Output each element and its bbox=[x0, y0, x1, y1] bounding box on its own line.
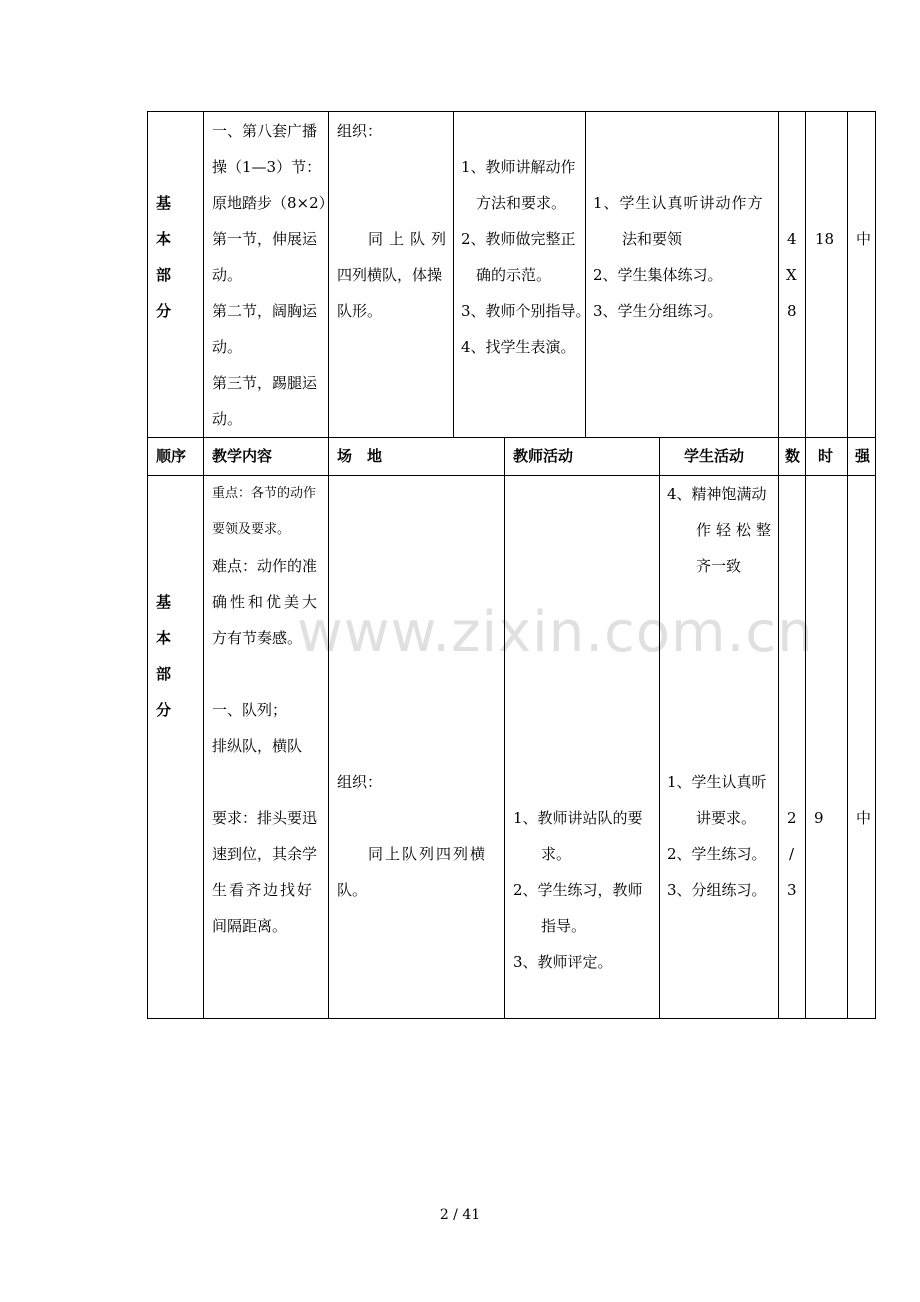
org-line: 四列横队，体操 bbox=[337, 266, 443, 284]
content-line: 动。 bbox=[212, 410, 243, 428]
bottom-col-intensity bbox=[847, 475, 876, 1019]
content-line: 第二节，阔胸运 bbox=[212, 302, 318, 320]
requirement-line: 要求：排头要迅 bbox=[212, 809, 318, 827]
content-line: 原地踏步（8×2） bbox=[212, 194, 334, 212]
section-label-char: 分 bbox=[156, 302, 172, 320]
teacher-line: 方法和要求。 bbox=[476, 194, 567, 212]
student-line: 1、学生认真听讲动作方 bbox=[593, 194, 764, 212]
section-label-char: 本 bbox=[156, 230, 172, 248]
count-char: 3 bbox=[787, 881, 797, 899]
count-char: X bbox=[786, 266, 797, 284]
key-points-line: 要领及要求。 bbox=[212, 522, 291, 537]
key-points-line: 重点：各节的动作 bbox=[212, 486, 317, 501]
difficulty-line: 确性和优美大 bbox=[212, 593, 321, 611]
header-order: 顺序 bbox=[156, 447, 187, 465]
org-line: 同上队列 bbox=[368, 230, 453, 248]
student-line: 1、学生认真听 bbox=[667, 773, 767, 791]
header-count: 数 bbox=[785, 447, 801, 465]
bottom-col-order bbox=[147, 475, 204, 1019]
student-line: 齐一致 bbox=[696, 557, 742, 575]
student-line: 法和要领 bbox=[622, 230, 683, 248]
count-char: / bbox=[789, 845, 795, 863]
time-value: 18 bbox=[815, 230, 835, 248]
org-line: 队。 bbox=[337, 881, 368, 899]
section-label-char: 部 bbox=[156, 665, 172, 683]
time-value: 9 bbox=[814, 809, 824, 827]
drill-line: 一、队列； bbox=[212, 701, 288, 719]
teacher-line: 2、教师做完整正 bbox=[461, 230, 576, 248]
section-label-char: 部 bbox=[156, 266, 172, 284]
header-intensity: 强 bbox=[855, 447, 871, 465]
teacher-line: 4、找学生表演。 bbox=[461, 338, 576, 356]
teacher-line: 确的示范。 bbox=[476, 266, 552, 284]
intensity-value: 中 bbox=[856, 230, 872, 248]
count-char: 8 bbox=[787, 302, 797, 320]
bottom-col-venue bbox=[328, 475, 505, 1019]
student-line: 3、分组练习。 bbox=[667, 881, 767, 899]
student-line: 4、精神饱满动 bbox=[667, 485, 767, 503]
org-line: 队形。 bbox=[337, 302, 383, 320]
difficulty-line: 方有节奏感。 bbox=[212, 629, 303, 647]
content-line: 第一节，伸展运 bbox=[212, 230, 318, 248]
content-line: 动。 bbox=[212, 266, 243, 284]
teacher-line: 求。 bbox=[541, 845, 572, 863]
teacher-line: 3、教师个别指导。 bbox=[461, 302, 591, 320]
count-char: 2 bbox=[787, 809, 797, 827]
content-line: 第三节，踢腿运 bbox=[212, 374, 318, 392]
student-line: 3、学生分组练习。 bbox=[593, 302, 723, 320]
section-label-char: 基 bbox=[156, 593, 172, 611]
header-student: 学生活动 bbox=[684, 447, 745, 465]
content-line: 动。 bbox=[212, 338, 243, 356]
count-char: 4 bbox=[787, 230, 797, 248]
page-number: 2 / 41 bbox=[439, 1207, 481, 1223]
section-label-char: 分 bbox=[156, 701, 172, 719]
org-label: 组织： bbox=[337, 122, 383, 140]
top-col-time bbox=[805, 111, 848, 438]
teacher-line: 指导。 bbox=[541, 917, 587, 935]
difficulty-line: 难点：动作的准 bbox=[212, 557, 318, 575]
teacher-line: 2、学生练习，教师 bbox=[513, 881, 643, 899]
content-line: 一、第八套广播 bbox=[212, 122, 318, 140]
student-line: 2、学生集体练习。 bbox=[593, 266, 723, 284]
header-content: 教学内容 bbox=[212, 447, 273, 465]
org-label: 组织： bbox=[337, 773, 383, 791]
intensity-value: 中 bbox=[856, 809, 872, 827]
section-label-char: 基 bbox=[156, 194, 172, 212]
requirement-line: 速到位，其余学 bbox=[212, 845, 318, 863]
teacher-line: 1、教师讲解动作 bbox=[461, 158, 576, 176]
org-line: 同上队列四列横 bbox=[368, 845, 488, 863]
teacher-line: 1、教师讲站队的要 bbox=[513, 809, 643, 827]
requirement-line: 生看齐边找好 bbox=[212, 881, 315, 899]
requirement-line: 间隔距离。 bbox=[212, 917, 288, 935]
watermark: www.zixin.com.cn bbox=[297, 600, 814, 665]
bottom-col-count bbox=[778, 475, 806, 1019]
header-teacher: 教师活动 bbox=[513, 447, 574, 465]
student-line: 2、学生练习。 bbox=[667, 845, 767, 863]
drill-line: 排纵队，横队 bbox=[212, 737, 303, 755]
section-label-char: 本 bbox=[156, 629, 172, 647]
content-line: 操（1—3）节： bbox=[212, 158, 322, 176]
header-venue: 场 地 bbox=[337, 447, 383, 465]
bottom-col-time bbox=[805, 475, 848, 1019]
student-line: 讲要求。 bbox=[696, 809, 757, 827]
student-line: 作轻松整 bbox=[696, 521, 777, 539]
top-col-intensity bbox=[847, 111, 876, 438]
header-time: 时 bbox=[818, 447, 834, 465]
teacher-line: 3、教师评定。 bbox=[513, 953, 613, 971]
